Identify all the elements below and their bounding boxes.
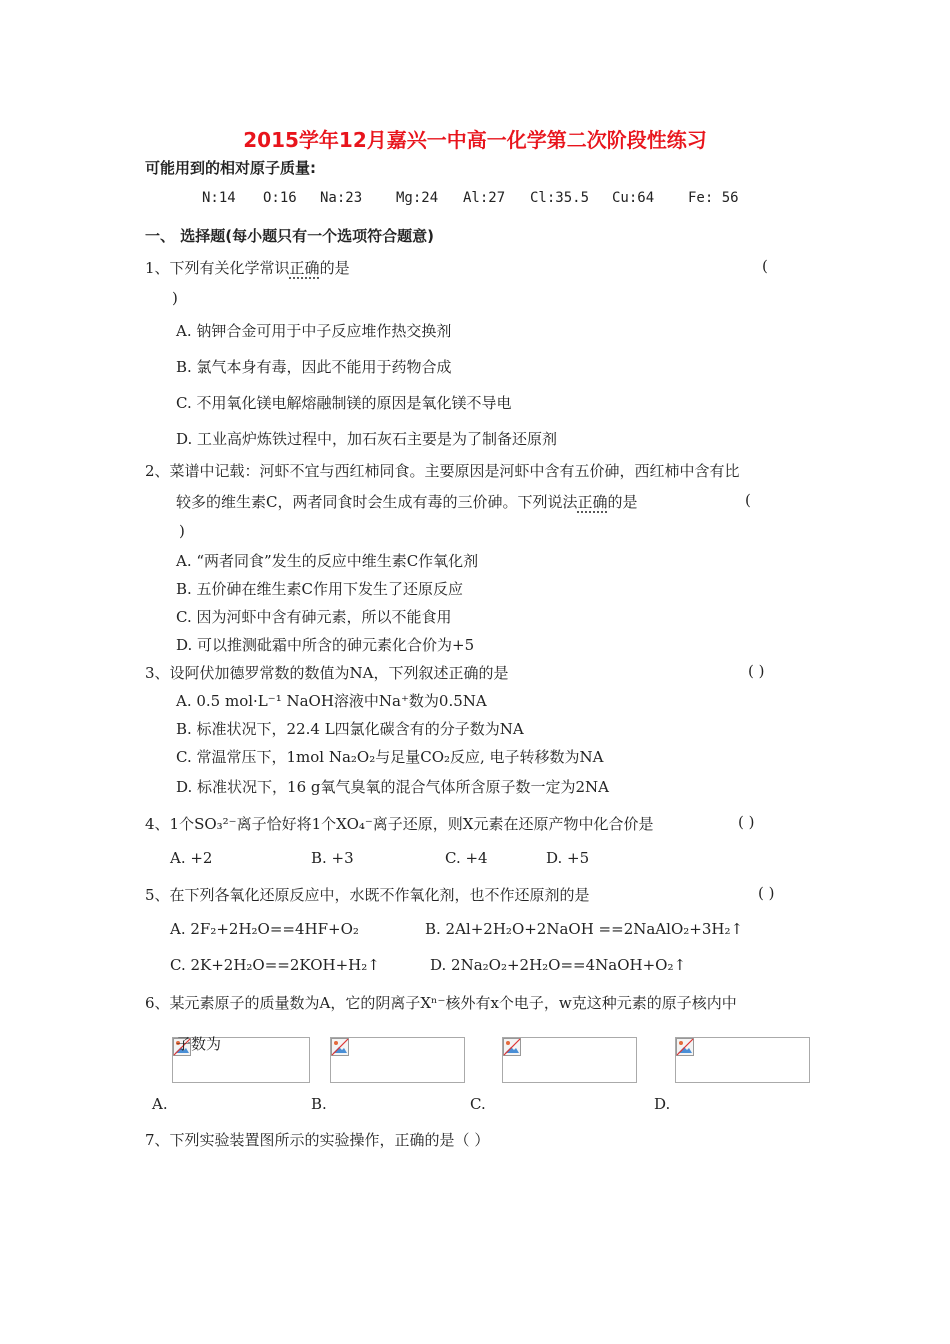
q1-stem-emph: 正确 — [289, 259, 320, 277]
mass-na: Na:23 — [320, 190, 363, 206]
mass-cl: Cl:35.5 — [530, 190, 590, 206]
broken-image-icon — [503, 1038, 521, 1056]
q1-option-d: D. 工业高炉炼铁过程中，加石灰石主要是为了制备还原剂 — [176, 430, 558, 448]
q3-option-d: D. 标准状况下，16 g氧气臭氧的混合气体所含原子数一定为2NA — [176, 778, 609, 796]
q6-label-a: A. — [152, 1095, 168, 1113]
q3-paren: ( ) — [748, 662, 765, 680]
q2-line2-emph: 正确 — [577, 493, 608, 511]
broken-image-icon — [331, 1038, 349, 1056]
q5-option-d: D. 2Na₂O₂+2H₂O==4NaOH+O₂↑ — [430, 956, 687, 974]
q5-stem: 5、在下列各氧化还原反应中，水既不作氧化剂，也不作还原剂的是 — [145, 886, 590, 904]
mass-al: Al:27 — [463, 190, 506, 206]
q4-paren: ( ) — [738, 813, 755, 831]
q2-option-a: A. “两者同食”发生的反应中维生素C作氧化剂 — [176, 552, 479, 570]
mass-mg: Mg:24 — [396, 190, 439, 206]
broken-image-icon — [676, 1038, 694, 1056]
q2-line1: 2、菜谱中记载：河虾不宜与西红柿同食。主要原因是河虾中含有五价砷，西红柿中含有比 — [145, 462, 740, 480]
q3-stem: 3、设阿伏加德罗常数的数值为NA，下列叙述正确的是 — [145, 664, 509, 682]
q1-paren-open: ( — [762, 257, 768, 275]
mass-n: N:14 — [202, 190, 236, 206]
q2-line2-c: 的是 — [607, 493, 638, 511]
q5-option-a: A. 2F₂+2H₂O==4HF+O₂ — [170, 920, 359, 938]
q5-option-c: C. 2K+2H₂O==2KOH+H₂↑ — [170, 956, 380, 974]
q6-option-b-image — [330, 1037, 465, 1083]
q2-option-d: D. 可以推测砒霜中所含的砷元素化合价为+5 — [176, 636, 475, 654]
q2-line2 — [176, 491, 638, 512]
q6-label-c: C. — [470, 1095, 486, 1113]
q6-label-d: D. — [654, 1095, 671, 1113]
mass-cu: Cu:64 — [612, 190, 655, 206]
mass-heading: 可能用到的相对原子质量: — [145, 159, 316, 177]
q2-option-b: B. 五价砷在维生素C作用下发生了还原反应 — [176, 580, 464, 598]
q6-label-b: B. — [311, 1095, 327, 1113]
q6-line2: 子数为 — [176, 1035, 222, 1053]
q2-option-c: C. 因为河虾中含有砷元素，所以不能食用 — [176, 608, 452, 626]
q2-line2-a: 较多的维生素C，两者同食时会生成有毒的三价砷。下列说法 — [176, 493, 578, 511]
q1-option-a: A. 钠钾合金可用于中子反应堆作热交换剂 — [176, 322, 452, 340]
mass-fe: Fe: 56 — [688, 190, 739, 206]
q4-option-d: D. +5 — [546, 849, 590, 867]
q5-option-b: B. 2Al+2H₂O+2NaOH ==2NaAlO₂+3H₂↑ — [425, 920, 744, 938]
q6-line1: 6、某元素原子的质量数为A，它的阴离子Xⁿ⁻核外有x个电子，w克这种元素的原子核内中 — [145, 994, 737, 1012]
q3-option-a: A. 0.5 mol·L⁻¹ NaOH溶液中Na⁺数为0.5NA — [176, 692, 487, 710]
q3-option-c: C. 常温常压下，1mol Na₂O₂与足量CO₂反应, 电子转移数为NA — [176, 748, 604, 766]
mass-o: O:16 — [263, 190, 297, 206]
section-heading: 一、 选择题(每小题只有一个选项符合题意) — [145, 227, 434, 245]
q4-option-a: A. +2 — [170, 849, 213, 867]
q3-option-b: B. 标准状况下，22.4 L四氯化碳含有的分子数为NA — [176, 720, 524, 738]
q1-option-b: B. 氯气本身有毒，因此不能用于药物合成 — [176, 358, 452, 376]
q1-paren-close: ) — [172, 289, 178, 307]
q1-stem-a: 1、下列有关化学常识 — [145, 259, 290, 277]
q1-stem-c: 的是 — [319, 259, 350, 277]
q2-paren-open: ( — [745, 491, 751, 509]
q6-option-d-image — [675, 1037, 810, 1083]
q2-paren-close: ) — [179, 522, 185, 540]
page-title: 2015学年12月嘉兴一中高一化学第二次阶段性练习 — [243, 128, 707, 152]
q6-option-c-image — [502, 1037, 637, 1083]
q1-stem — [145, 257, 350, 278]
q1-option-c: C. 不用氧化镁电解熔融制镁的原因是氧化镁不导电 — [176, 394, 512, 412]
q5-paren: ( ) — [758, 884, 775, 902]
q7-stem: 7、下列实验装置图所示的实验操作，正确的是（ ） — [145, 1131, 490, 1149]
q4-option-c: C. +4 — [445, 849, 488, 867]
q4-stem: 4、1个SO₃²⁻离子恰好将1个XO₄⁻离子还原，则X元素在还原产物中化合价是 — [145, 815, 654, 833]
q4-option-b: B. +3 — [311, 849, 354, 867]
